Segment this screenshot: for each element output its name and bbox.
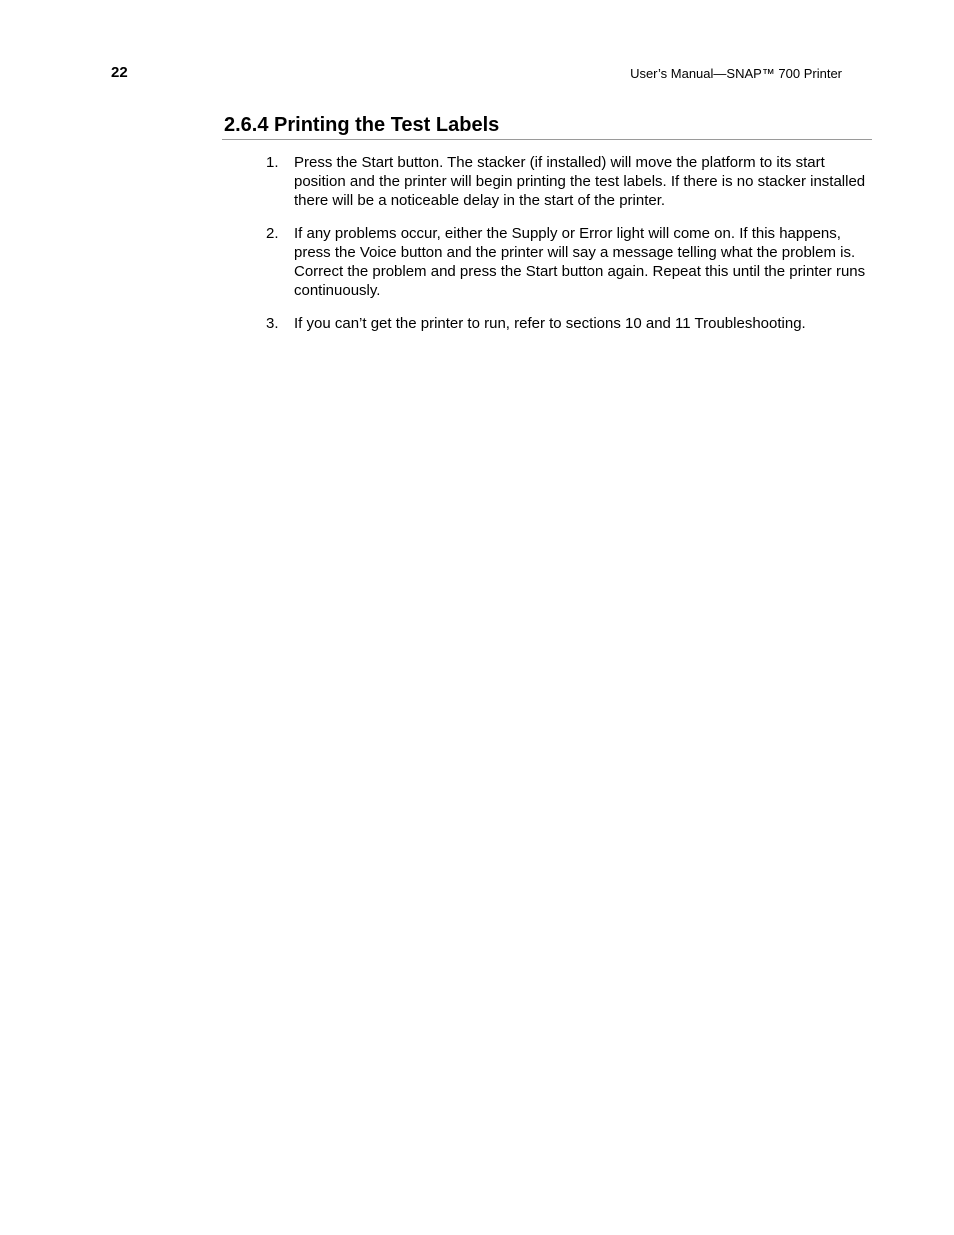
steps-list (266, 153, 872, 347)
section-title-rule (222, 139, 872, 140)
step-number: 2. (266, 225, 279, 242)
step-item (266, 153, 872, 210)
step-text: If any problems occur, either the Supply or Error light will come on. If this happens, press the Voice button and the printer will say a message telling what the problem is. Correct the problem and press the Start button again. Repeat this until the printer runs continuously. (294, 225, 866, 299)
step-text: Press the Start button. The stacker (if installed) will move the platform to its start position and the printer will begin printing the test labels. If there is no stacker installed there will be a noticeable delay in the start of the printer. (294, 154, 866, 209)
step-item (266, 314, 872, 333)
step-item (266, 224, 872, 300)
step-text: If you can’t get the printer to run, refer to sections 10 and 11 Troubleshooting. (294, 315, 806, 332)
running-header: User’s Manual—SNAP™ 700 Printer (630, 66, 842, 81)
step-number: 1. (266, 154, 279, 171)
step-number: 3. (266, 315, 279, 332)
section-title: 2.6.4 Printing the Test Labels (224, 114, 500, 136)
page-number: 22 (111, 64, 128, 81)
